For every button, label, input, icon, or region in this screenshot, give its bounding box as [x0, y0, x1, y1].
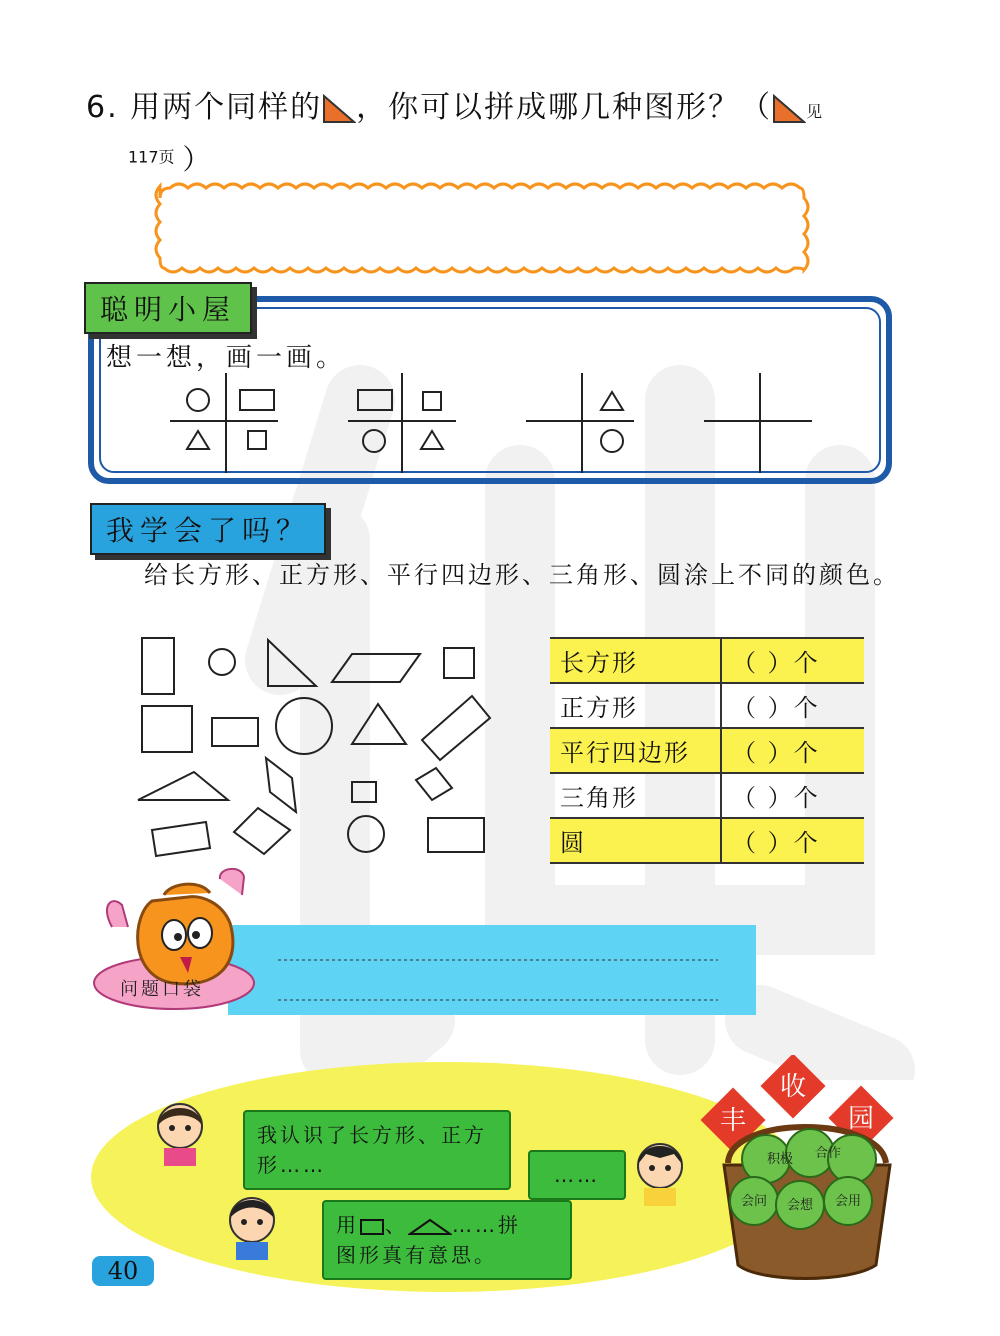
rectangle-shape	[422, 696, 490, 760]
basket-word: 会用	[834, 1194, 862, 1209]
rectangle-shape	[142, 638, 174, 694]
table-row	[550, 638, 864, 683]
speech-bubble-2	[528, 1150, 626, 1200]
coloring-instruction: 给长方形、正方形、平行四边形、三角形、圆涂上不同的颜色。	[144, 561, 900, 589]
square-shape	[248, 431, 266, 449]
learned-title: 我学会了吗？	[90, 503, 326, 555]
triangle-shape	[421, 431, 443, 449]
problem-pocket-label: 问题口袋	[120, 979, 204, 1000]
boy-avatar-icon	[222, 1192, 282, 1262]
harvest-basket	[700, 1055, 920, 1295]
basket-word: 合作	[814, 1146, 842, 1161]
count-blank[interactable]: （ ）个	[721, 818, 864, 863]
answer-box[interactable]	[150, 178, 814, 278]
square-shape	[444, 648, 474, 678]
circle-shape	[187, 389, 209, 411]
triangle-shape	[138, 772, 228, 800]
question-6-part2: ，你可以拼成哪几种图形？（	[356, 90, 773, 125]
parallelogram-shape	[266, 758, 296, 812]
bubble-2-text: ……	[554, 1163, 600, 1187]
rectangle-shape	[428, 818, 484, 852]
square-shape	[352, 782, 376, 802]
pattern-puzzles	[160, 368, 840, 478]
orange-triangle-icon	[322, 94, 356, 124]
see-label: 见	[806, 102, 825, 121]
square-shape	[423, 392, 441, 410]
question-6-text	[86, 82, 824, 126]
count-table	[550, 637, 864, 864]
count-blank[interactable]: （ ）个	[721, 728, 864, 773]
count-blank[interactable]: （ ）个	[721, 773, 864, 818]
table-label: 圆	[550, 818, 721, 863]
shapes-field	[130, 630, 510, 870]
rectangle-shape	[240, 390, 274, 410]
bubble-3-part1: 用	[336, 1213, 359, 1237]
circle-shape	[348, 816, 384, 852]
bubble-3-part4: 图形真有意思。	[336, 1243, 497, 1267]
count-blank[interactable]: （ ）个	[721, 638, 864, 683]
smart-room-prompt: 想一想，画一画。	[106, 343, 347, 373]
wavy-border	[156, 184, 808, 272]
table-row	[550, 683, 864, 728]
table-label: 三角形	[550, 773, 721, 818]
table-row	[550, 728, 864, 773]
speech-bubble-3	[322, 1200, 572, 1280]
table-row	[550, 818, 864, 863]
table-label: 平行四边形	[550, 728, 721, 773]
triangle-shape	[187, 431, 209, 449]
page-number: 40	[92, 1256, 154, 1286]
square-shape	[416, 768, 452, 800]
triangle-shape	[268, 640, 316, 686]
orange-triangle-icon	[772, 94, 806, 124]
pattern-grid-2	[348, 373, 456, 473]
square-shape	[142, 706, 192, 752]
circle-shape	[276, 698, 332, 754]
smart-room-title: 聪明小屋	[84, 282, 252, 334]
rectangle-shape	[152, 822, 210, 856]
table-label: 长方形	[550, 638, 721, 683]
circle-shape	[601, 430, 623, 452]
circle-shape	[363, 430, 385, 452]
speech-bubble-1	[243, 1110, 511, 1190]
harvest-title-char: 收	[779, 1072, 807, 1102]
basket-word: 积极	[766, 1152, 794, 1167]
pattern-grid-3	[526, 373, 634, 473]
square-shape	[234, 808, 290, 854]
page-reference: 117页	[128, 147, 175, 167]
triangle-shape	[601, 392, 623, 410]
parallelogram-shape	[332, 654, 420, 682]
question-6-part1: 6. 用两个同样的	[86, 90, 323, 125]
closing-paren: ）	[182, 143, 211, 176]
bubble-1-text: 我认识了长方形、正方形……	[257, 1123, 487, 1177]
boy-avatar-icon	[630, 1138, 690, 1208]
rectangle-shape	[358, 390, 392, 410]
bubble-3-part3: ……拼	[452, 1213, 521, 1237]
table-row	[550, 773, 864, 818]
count-blank[interactable]: （ ）个	[721, 683, 864, 728]
circle-shape	[209, 649, 235, 675]
triangle-icon	[408, 1218, 452, 1236]
basket-word: 会问	[740, 1194, 768, 1209]
rectangle-shape	[212, 718, 258, 746]
harvest-title-char: 丰	[719, 1106, 747, 1136]
basket-word: 会想	[786, 1198, 814, 1213]
pattern-grid-1	[170, 373, 278, 473]
pattern-grid-4	[704, 373, 812, 473]
harvest-title-char: 园	[847, 1104, 875, 1134]
triangle-shape	[352, 704, 406, 744]
table-label: 正方形	[550, 683, 721, 728]
writing-lines	[278, 955, 723, 1005]
girl-avatar-icon	[150, 1098, 210, 1168]
rectangle-icon	[359, 1218, 385, 1236]
bubble-3-part2: 、	[385, 1213, 408, 1237]
question-6-line2	[128, 138, 211, 178]
